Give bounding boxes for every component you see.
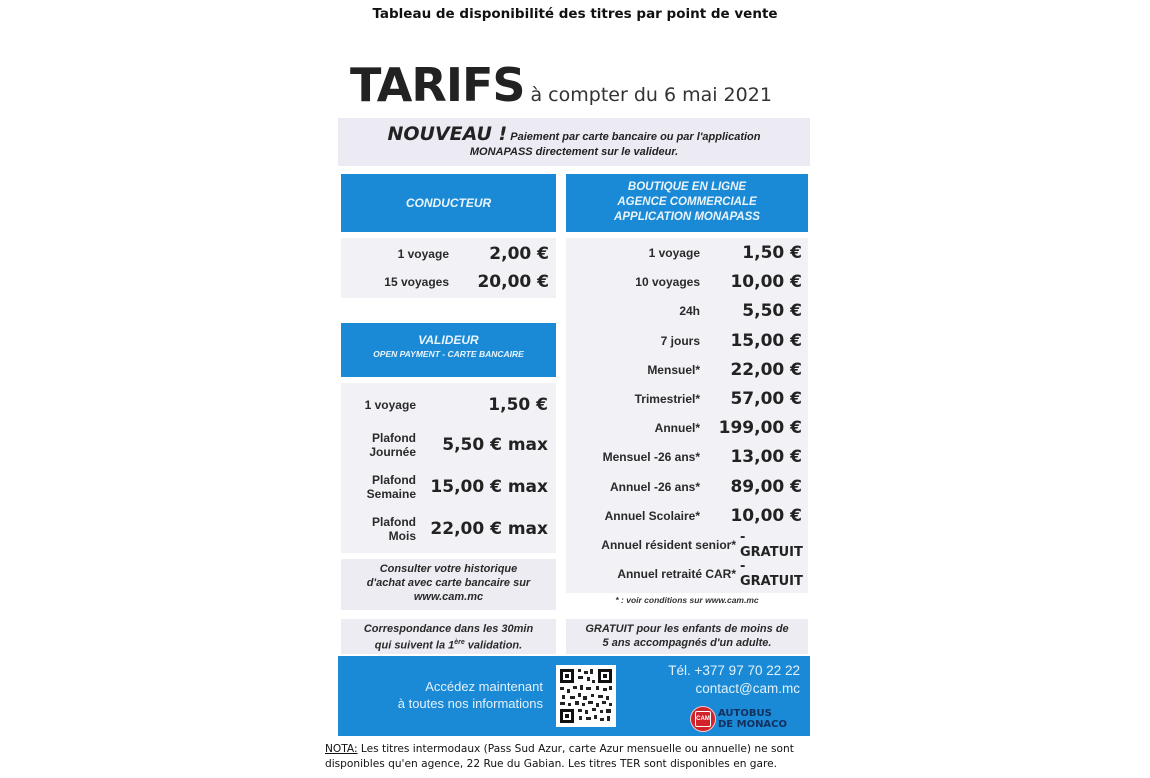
fare-price: 199,00 €: [718, 418, 802, 439]
conducteur-row: [341, 272, 556, 292]
boutique-row: [566, 359, 808, 381]
fare-label: [341, 473, 416, 501]
nota-line1: Les titres intermodaux (Pass Sud Azur, carte Azur mensuelle ou annuelle) ne sont: [357, 743, 794, 755]
logo-monogram: CAM: [695, 711, 711, 727]
logo-line2: DE MONACO: [718, 719, 788, 730]
fare-label: Annuel -26 ans*: [609, 479, 700, 494]
history-note-link[interactable]: www.cam.mc: [413, 591, 484, 603]
document-title: Tableau de disponibilité des titres par point de vente: [372, 6, 778, 22]
footer-contact: [628, 662, 800, 698]
valideur-row: [341, 513, 556, 545]
nota-footnote: [325, 742, 825, 772]
boutique-header-line3: APPLICATION MONAPASS: [614, 211, 760, 223]
valideur-row: [341, 429, 556, 461]
fare-label-line2: Mois: [388, 529, 416, 543]
fare-label: 24h: [679, 304, 700, 319]
poster-footer: [338, 656, 810, 736]
fare-label: [341, 515, 416, 543]
announcement-line2: MONAPASS directement sur le valideur.: [469, 146, 679, 158]
fare-label: 1 voyage: [364, 398, 416, 412]
fare-label-line1: Plafond: [372, 515, 416, 529]
poster-subtitle: à compter du 6 mai 2021: [530, 84, 772, 106]
poster-heading: [350, 58, 772, 112]
footer-cta: [338, 678, 543, 712]
fare-label: Annuel*: [654, 421, 700, 436]
fare-label: 15 voyages: [384, 275, 449, 289]
fare-label: Annuel Scolaire*: [604, 508, 700, 523]
fare-label: Annuel retraité CAR*: [617, 567, 736, 582]
correspondance-sup: ère: [454, 639, 465, 646]
valideur-panel: [341, 383, 556, 553]
announcement-banner: [338, 118, 810, 166]
correspondance-line2: [341, 636, 556, 653]
conducteur-row: [341, 244, 556, 264]
fare-price: 15,00 € max: [430, 477, 548, 497]
gratuit-highlight: GRATUIT: [585, 623, 634, 635]
qr-code-graphic: [556, 665, 616, 727]
boutique-row: [566, 559, 808, 590]
boutique-row: [566, 505, 808, 527]
gratuit-line1-rest: pour les enfants de moins de: [633, 623, 789, 635]
boutique-footnote: * : voir conditions sur www.cam.mc: [615, 595, 759, 605]
correspondance-note: [341, 619, 556, 654]
boutique-row: [566, 271, 808, 293]
correspondance-suffix: validation.: [464, 639, 523, 652]
fare-price: 57,00 €: [730, 389, 802, 409]
fare-price: - GRATUIT: [740, 530, 803, 560]
fare-label-line1: Plafond: [372, 431, 416, 445]
fare-price: 22,00 € max: [430, 519, 548, 539]
valideur-header-label: VALIDEUR: [418, 333, 479, 347]
history-note-line1: Consulter votre historique: [379, 563, 518, 575]
announcement-line1: Paiement par carte bancaire ou par l'application: [510, 131, 761, 143]
boutique-row: [566, 388, 808, 410]
fare-price: 5,50 €: [742, 301, 802, 322]
valideur-row: [341, 471, 556, 503]
boutique-row: [566, 417, 808, 439]
poster-title: TARIFS: [350, 58, 525, 112]
qr-code-icon[interactable]: [556, 665, 616, 727]
fare-label: [341, 431, 416, 459]
fare-price: 15,00 €: [730, 330, 802, 351]
tarifs-poster: [338, 52, 810, 738]
boutique-row: [566, 446, 808, 468]
fare-label-line1: Plafond: [372, 473, 416, 487]
fare-price: 10,00 €: [730, 505, 802, 526]
fare-label: Mensuel*: [647, 362, 700, 377]
fare-label: 7 jours: [660, 333, 700, 348]
fare-price: 1,50 €: [742, 243, 802, 263]
logo-wordmark: [718, 708, 787, 730]
history-note: [341, 559, 556, 610]
gratuit-line1: [566, 622, 808, 636]
fare-label-line2: Semaine: [366, 487, 416, 501]
boutique-row: [566, 300, 808, 322]
footer-email[interactable]: contact@cam.mc: [695, 681, 800, 696]
announcement-highlight: NOUVEAU !: [387, 123, 508, 145]
autobus-monaco-logo-icon: [690, 706, 716, 732]
history-note-line2: d'achat avec carte bancaire sur: [366, 577, 531, 589]
boutique-panel: [566, 238, 808, 593]
fare-price: 13,00 €: [730, 447, 802, 468]
fare-price: 20,00 €: [477, 272, 549, 292]
nota-line2: disponibles qu'en agence, 22 Rue du Gabian. Les titres TER sont disponibles en gare.: [325, 758, 778, 770]
fare-price: 22,00 €: [730, 359, 802, 380]
correspondance-line1: Correspondance dans les 30min: [363, 623, 534, 635]
boutique-header-line1: BOUTIQUE EN LIGNE: [627, 181, 747, 193]
fare-label: 10 voyages: [635, 275, 700, 290]
fare-label: Mensuel -26 ans*: [602, 450, 700, 465]
gratuit-line2: 5 ans accompagnés d'un adulte.: [602, 637, 772, 649]
boutique-header-line2: AGENCE COMMERCIALE: [617, 196, 757, 208]
nota-label: NOTA:: [325, 743, 358, 755]
logo-line1: AUTOBUS: [718, 708, 772, 719]
boutique-row: [566, 530, 808, 560]
gratuit-note: [566, 619, 808, 654]
boutique-row: [566, 330, 808, 352]
fare-price: 2,00 €: [489, 244, 549, 264]
footer-phone[interactable]: Tél. +377 97 70 22 22: [668, 663, 800, 678]
valideur-row: [341, 393, 556, 417]
boutique-header: [566, 174, 808, 232]
fare-price: 89,00 €: [730, 476, 802, 497]
footer-cta-line2: à toutes nos informations: [397, 696, 543, 711]
footer-cta-line1: Accédez maintenant: [425, 679, 543, 694]
boutique-row: [566, 242, 808, 264]
fare-label-line2: Journée: [369, 445, 416, 459]
fare-label: Annuel résident senior*: [601, 538, 736, 552]
fare-price: 1,50 €: [488, 395, 548, 415]
fare-label: 1 voyage: [397, 247, 449, 261]
valideur-header: [341, 323, 556, 377]
fare-price: 5,50 € max: [442, 435, 548, 455]
conducteur-panel: [341, 238, 556, 298]
conducteur-header-label: CONDUCTEUR: [405, 196, 492, 210]
conducteur-header: [341, 174, 556, 232]
fare-price: - GRATUIT: [740, 559, 803, 590]
correspondance-prefix: qui suivent la 1: [374, 639, 455, 652]
fare-price: 10,00 €: [730, 272, 802, 293]
fare-label: 1 voyage: [648, 246, 700, 260]
fare-label: Trimestriel*: [634, 392, 700, 406]
valideur-subheader: OPEN PAYMENT - CARTE BANCAIRE: [373, 349, 524, 359]
boutique-row: [566, 476, 808, 498]
